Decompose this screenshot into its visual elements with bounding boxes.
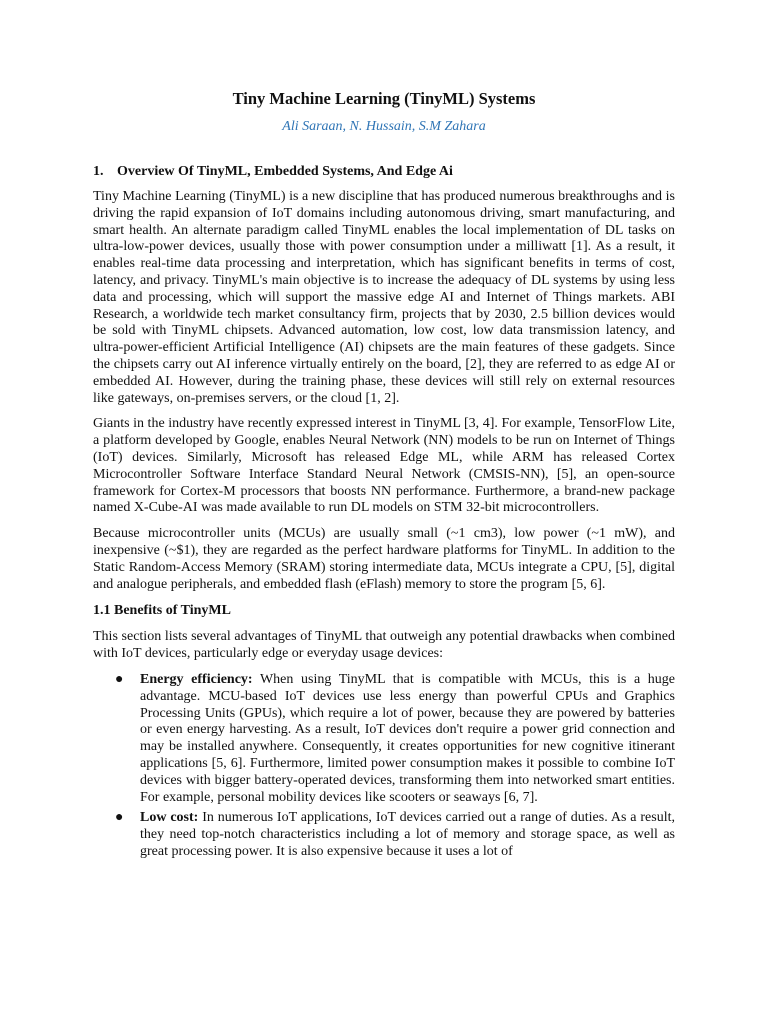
list-item-term: Low cost: bbox=[140, 810, 199, 826]
bullet-icon: ● bbox=[115, 810, 124, 826]
paragraph-2: Giants in the industry have recently expressed interest in TinyML [3, 4]. For example, TensorFlow Lite, a platform developed by Google, enables Neural Network (NN) models to be run on Internet of Things (IoT) devices. Similarly, Microsoft has released Edge ML, while ARM has released Cortex Microcontroller Software Interface Standard Neural Network (CMSIS-NN), [5], an open-source framework for Cortex-M processors that boosts NN performance. Furthermore, a brand-new package named X-Cube-AI was made available to run DL models on STM 32-bit microcontrollers. bbox=[93, 416, 675, 516]
benefits-list bbox=[93, 672, 675, 861]
subsection-heading-1-1: 1.1 Benefits of TinyML bbox=[93, 603, 231, 619]
paragraph-1: Tiny Machine Learning (TinyML) is a new discipline that has produced numerous breakthroughs and is driving the rapid expansion of IoT domains including autonomous driving, smart manufacturing, and smart health. An alternate paradigm called TinyML enables the local implementation of DL tasks on ultra-low-power devices, usually those with power consumption under a milliwatt [1]. As a result, it enables real-time data processing and interpretation, which has significant benefits in terms of cost, latency, and privacy. TinyML's main objective is to increase the adequacy of DL systems by using less data and processing, which will support the massive edge AI and Internet of Things markets. ABI Research, a worldwide tech market consultancy firm, projects that by 2030, 2.5 billion devices would be sold with TinyML chipsets. Advanced automation, low cost, low data transmission latency, and ultra-power-efficient Artificial Intelligence (AI) chipsets are the main features of these gadgets. Since the chipsets carry out AI inference virtually entirely on the board, [2], they are referred to as edge AI or embedded AI. However, during the training phase, these devices will still rely on external resources like gateways, on-premises servers, or the cloud [1, 2]. bbox=[93, 189, 675, 406]
subsection-intro: This section lists several advantages of TinyML that outweigh any potential drawbacks when combined with IoT devices, particularly edge or everyday usage devices: bbox=[93, 629, 675, 662]
paper-title: Tiny Machine Learning (TinyML) Systems bbox=[232, 89, 536, 108]
paper-authors: Ali Saraan, N. Hussain, S.M Zahara bbox=[282, 119, 486, 134]
list-item bbox=[115, 671, 675, 806]
document-page bbox=[93, 88, 675, 865]
list-item-text: In numerous IoT applications, IoT devices carried out a range of duties. As a result, they need top-notch characteristics including a lot of memory and storage space, as well as great processing power. It is also expensive because it uses a lot of bbox=[140, 810, 676, 859]
section-title: Overview Of TinyML, Embedded Systems, And Edge Ai bbox=[117, 164, 453, 179]
paragraph-3: Because microcontroller units (MCUs) are usually small (~1 cm3), low power (~1 mW), and inexpensive (~$1), they are regarded as the perfect hardware platforms for TinyML. In addition to the Static Random-Access Memory (SRAM) storing intermediate data, MCUs integrate a CPU, [5], digital and analogue peripherals, and embedded flash (eFlash) memory to store the program [5, 6]. bbox=[93, 526, 675, 592]
section-heading-1 bbox=[93, 163, 675, 181]
section-number: 1. bbox=[93, 164, 104, 179]
list-item-term: Energy efficiency: bbox=[140, 671, 253, 687]
list-item-text: When using TinyML that is compatible with MCUs, this is a huge advantage. MCU-based IoT devices use less energy than powerful CPUs and Graphics Processing Units (GPUs), which require a lot of power, because they are powered by batteries or even energy harvesting. As a result, IoT devices don't require a power grid connection and may be installed anywhere. Consequently, it creates opportunities for new cognitive itinerant applications [5, 6]. Furthermore, limited power consumption makes it possible to combine IoT devices with bigger battery-operated devices, transforming them into networked smart entities. For example, personal mobility devices like scooters or seaways [6, 7]. bbox=[140, 671, 675, 805]
bullet-icon: ● bbox=[115, 671, 124, 687]
list-item bbox=[115, 810, 676, 860]
